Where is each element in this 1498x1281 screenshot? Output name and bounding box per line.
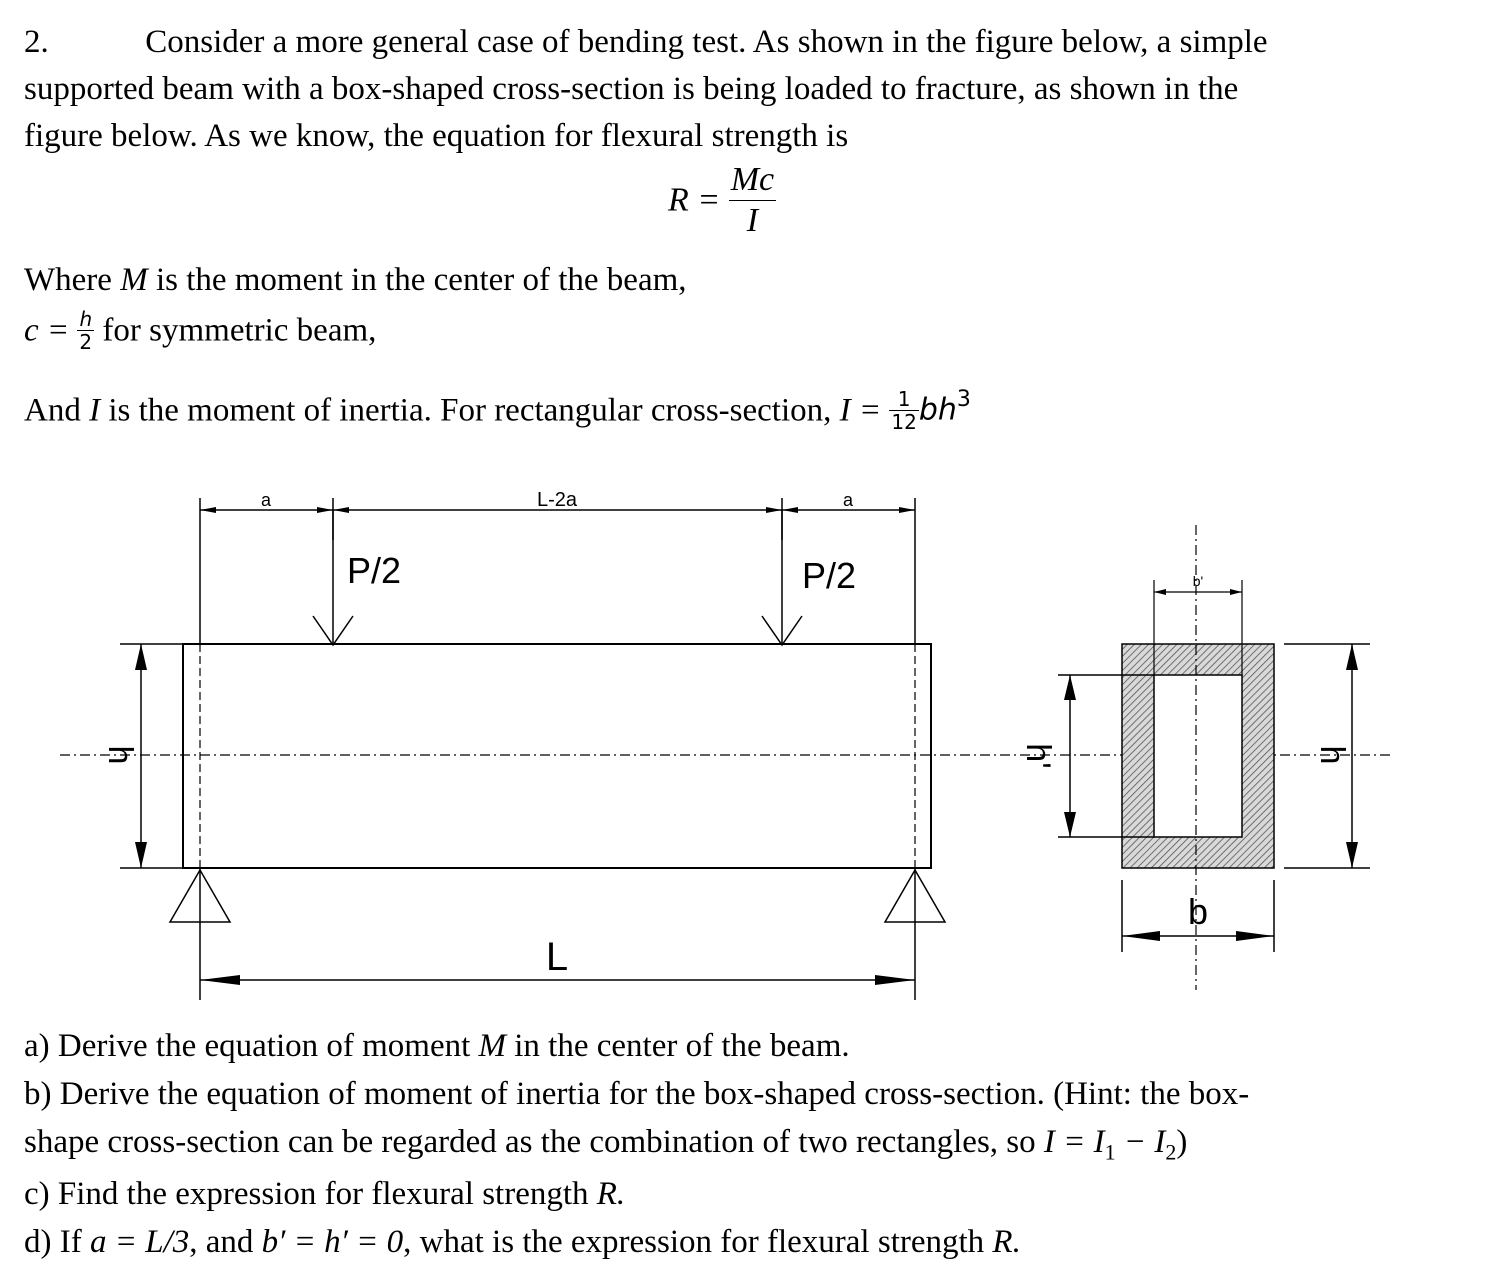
definition-moment: Where M is the moment in the center of the beam, [24, 262, 687, 298]
equation-fraction: $\frac{Mc}{I}$ [730, 161, 775, 239]
definition-inertia: And I is the moment of inertia. For rectangular cross-section, I = $\frac{1}{12}$ $bh^3$ [24, 386, 971, 434]
intro-line-1: 2. Consider a more general case of bending test. As shown in the figure below, a simple [24, 24, 1268, 60]
height-left: h [101, 745, 140, 765]
redaction-mark [57, 29, 137, 59]
inertia-fraction: $\frac{1}{12}$ [891, 386, 917, 434]
beam-figure [0, 470, 1498, 1030]
flexural-equation: R = $\frac{Mc}{I}$ [668, 161, 775, 239]
definition-c: c = $\frac{h}{2}$ for symmetric beam, [24, 307, 377, 354]
question-d: d) If a = L/3, and b′ = h′ = 0, what is the expression for flexural strength R. [24, 1224, 1021, 1260]
dim-a-left: a [260, 490, 272, 510]
load-left: P/2 [347, 550, 402, 591]
question-c: c) Find the expression for flexural strength R. [24, 1176, 626, 1212]
load-arrow-right [762, 510, 802, 645]
load-right: P/2 [802, 555, 857, 596]
span-label: L [545, 935, 569, 979]
intro-line-3: figure below. As we know, the equation for flexural strength is [24, 118, 849, 154]
question-b-line2: shape cross-section can be regarded as the combination of two rectangles, so $I = I_1 - I_2$) [24, 1124, 1188, 1165]
question-a: a) Derive the equation of moment M in the center of the beam. [24, 1028, 850, 1064]
dim-a-right: a [842, 490, 854, 510]
c-fraction: $\frac{h}{2}$ [79, 307, 93, 354]
question-b-line1: b) Derive the equation of moment of inertia for the box-shaped cross-section. (Hint: the box- [24, 1076, 1250, 1112]
height-right: h [1313, 745, 1352, 765]
problem-number: 2. [24, 24, 49, 60]
outer-width: b [1187, 891, 1209, 932]
cross-section [1122, 644, 1274, 868]
dim-mid: L-2a [536, 489, 578, 511]
inner-height: h' [1019, 743, 1058, 769]
intro-line-2: supported beam with a box-shaped cross-section is being loaded to fracture, as shown in the [24, 71, 1239, 107]
beam-body [183, 644, 931, 868]
inner-width: b' [1192, 573, 1204, 589]
